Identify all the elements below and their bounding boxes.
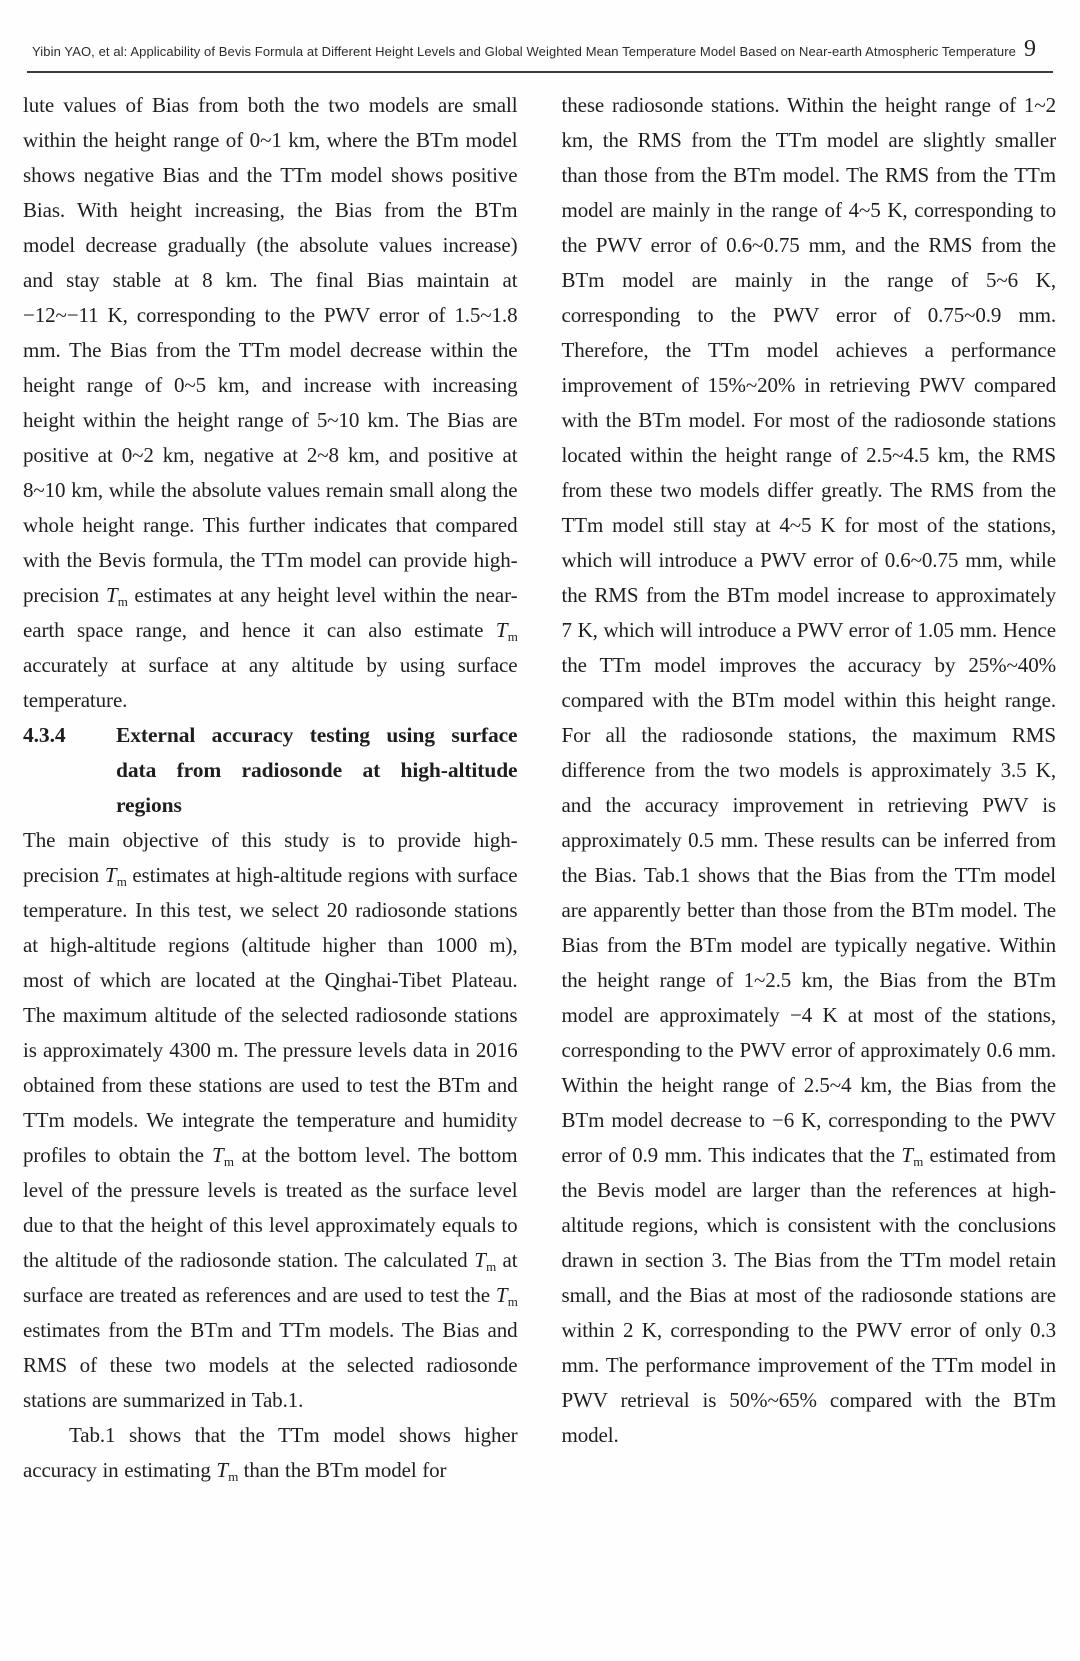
tm-symbol: $T_m$ (901, 1143, 924, 1169)
page-number: 9 (1024, 36, 1036, 62)
paragraph-continuation: these radiosonde stations. Within the height range of 1~2 km, the RMS from the TTm model are slightly smaller than those from the BTm model. The RMS from the TTm model are mainly in the range of 4~5 K, corresponding to the PWV error of 0.6~0.75 mm, and the RMS from the BTm model are mainly in the range of 5~6 K, corresponding to the PWV error of 0.75~0.9 mm. Therefore, the TTm model achieves a performance improvement of 15%~20% in retrieving PWV compared with the BTm model. For most of the radiosonde stations located within the height range of 2.5~4.5 km, the RMS from these two models differ greatly. The RMS from the TTm model still stay at 4~5 K for most of the stations, which will introduce a PWV error of 0.6~0.75 mm, while the RMS from the BTm model increase to approximately 7 K, which will introduce a PWV error of 1.05 mm. Hence the TTm model improves the accuracy by 25%~40% compared with the BTm model within this height range. For all the radiosonde stations, the maximum RMS difference from the two models is approximately 3.5 K, and the accuracy improvement in retrieving PWV is approximately 0.5 mm. These results can be inferred from the Bias. Tab.1 shows that the Bias from the TTm model are apparently better than those from the BTm model. The Bias from the BTm model are typically negative. Within the height range of 1~2.5 km, the Bias from the BTm model are approximately −4 K at most of the stations, corresponding to the PWV error of approximately 0.6 mm. Within the height range of 2.5~4 km, the Bias from the BTm model decrease to −6 K, corresponding to the PWV error of 0.9 mm. This indicates that the $T_m$ estimated from the Bevis model are larger than the references at high-altitude regions, which is consistent with the conclusions drawn in section 3. The Bias from the TTm model retain small, and the Bias at most of the radiosonde stations are within 2 K, corresponding to the PWV error of only 0.3 mm. The performance improvement of the TTm model in PWV retrieval is 50%~65% compared with the BTm model. (561, 93, 1057, 1447)
tm-symbol: $T_m$ (211, 1143, 234, 1169)
tm-symbol: $T_m$ (495, 618, 518, 644)
running-head: Yibin YAO, et al: Applicability of Bevis Formula at Different Height Levels and Global Weighted Mean Temperature Model Based on Near-earth Atmospheric Temperature (31, 44, 1016, 59)
tm-symbol: $T_m$ (216, 1458, 239, 1484)
paragraph: The main objective of this study is to provide high-precision $T_m$ estimates at high-altitude regions with surface temperature. In this test, we select 20 radiosonde stations at high-altitude regions (altitude higher than 1000 m), most of which are located at the Qinghai-Tibet Plateau. The maximum altitude of the selected radiosonde stations is approximately 4300 m. The pressure levels data in 2016 obtained from these stations are used to test the BTm and TTm models. We integrate the temperature and humidity profiles to obtain the $T_m$ at the bottom level. The bottom level of the pressure levels is treated as the surface level due to that the height of this level approximately equals to the altitude of the radiosonde station. The calculated $T_m$ at surface are treated as references and are used to test the $T_m$ estimates from the BTm and TTm models. The Bias and RMS of these two models at the selected radiosonde stations are summarized in Tab.1. (23, 828, 518, 1412)
tm-symbol: $T_m$ (495, 1283, 518, 1309)
tm-symbol: $T_m$ (104, 863, 127, 889)
tm-symbol: $T_m$ (105, 583, 128, 609)
paragraph: Tab.1 shows that the TTm model shows higher accuracy in estimating $T_m$ than the BTm model for (23, 1423, 518, 1484)
tm-symbol: $T_m$ (474, 1248, 497, 1274)
paragraph-continuation: lute values of Bias from both the two models are small within the height range of 0~1 km, where the BTm model shows negative Bias and the TTm model shows positive Bias. With height increasing, the Bias from the BTm model decrease gradually (the absolute values increase) and stay stable at 8 km. The final Bias maintain at −12~−11 K, corresponding to the PWV error of 1.5~1.8 mm. The Bias from the TTm model decrease within the height range of 0~5 km, and increase with increasing height within the height range of 5~10 km. The Bias are positive at 0~2 km, negative at 2~8 km, and positive at 8~10 km, while the absolute values remain small along the whole height range. This further indicates that compared with the Bevis formula, the TTm model can provide high-precision $T_m$ estimates at any height level within the near-earth space range, and hence it can also estimate $T_m$ accurately at surface at any altitude by using surface temperature. (23, 93, 518, 712)
page-header (0, 0, 1080, 63)
right-column (562, 88, 1057, 1648)
left-column (23, 88, 518, 1648)
section-heading (23, 718, 518, 823)
content-area (0, 73, 1080, 1648)
section-number: 4.3.4 (23, 723, 66, 747)
section-title: External accuracy testing using surface data from radiosonde at high-altitude regions (116, 723, 518, 817)
